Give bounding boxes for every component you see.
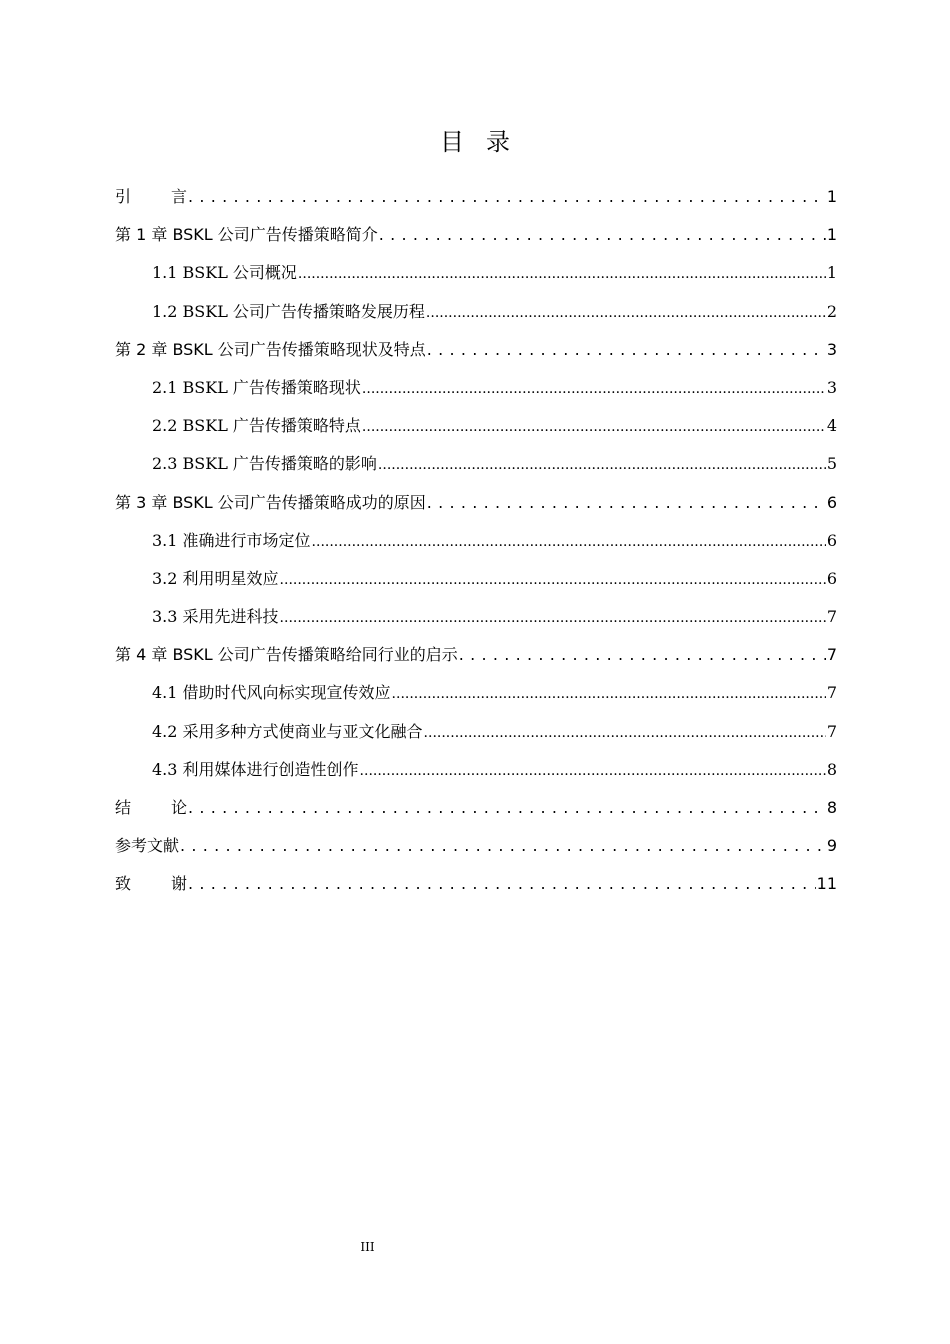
toc-entry[interactable] [115,369,837,407]
toc-entry-title: 1.1 BSKL 公司概况 [152,263,297,283]
toc-entry[interactable] [115,293,837,331]
toc-dot-leader [188,178,826,216]
toc-dot-leader [459,636,826,674]
toc-entry-title: 1.2 BSKL 公司广告传播策略发展历程 [152,301,425,321]
toc-entry[interactable] [115,865,837,903]
toc-entry-page-number: 6 [826,492,837,512]
toc-entry-page-number: 9 [826,836,837,856]
toc-dot-leader [280,598,826,637]
toc-entry-title: 引言 [115,187,188,206]
toc-entry[interactable] [115,331,837,369]
toc-entry-title: 4.1 借助时代风向标实现宣传效应 [152,683,391,703]
toc-dot-leader [312,522,826,561]
toc-dot-leader [280,560,826,599]
toc-entry-title: 3.1 准确进行市场定位 [152,530,311,550]
toc-entry-title: 第 2 章 BSKL 公司广告传播策略现状及特点 [115,339,426,359]
toc-entry-title: 第 3 章 BSKL 公司广告传播策略成功的原因 [115,492,426,512]
toc-dot-leader [427,484,826,522]
toc-entry[interactable] [115,560,837,598]
toc-entry-title: 4.2 采用多种方式使商业与亚文化融合 [152,721,423,741]
toc-entry-page-number: 3 [826,339,837,359]
page-title: 目录 [440,128,532,156]
toc-dot-leader [360,751,826,790]
toc-dot-leader [298,254,826,293]
table-of-contents [115,178,837,904]
toc-entry[interactable] [115,598,837,636]
toc-entry[interactable] [115,713,837,751]
toc-entry-page-number: 5 [826,454,837,474]
toc-entry-page-number: 8 [826,759,837,779]
toc-dot-leader [362,369,826,408]
toc-entry-page-number: 6 [826,568,837,588]
toc-entry[interactable] [115,216,837,254]
toc-entry-title: 第 1 章 BSKL 公司广告传播策略简介 [115,225,378,245]
toc-entry-page-number: 6 [826,530,837,550]
toc-entry[interactable] [115,254,837,292]
toc-entry-title: 第 4 章 BSKL 公司广告传播策略给同行业的启示 [115,645,458,665]
toc-entry-page-number: 4 [826,416,837,436]
toc-dot-leader [362,407,826,446]
toc-entry[interactable] [115,789,837,827]
toc-entry-page-number: 7 [826,683,837,703]
toc-entry-page-number: 7 [826,607,837,627]
toc-entry-page-number: 7 [826,645,837,665]
toc-entry-page-number: 1 [826,263,837,283]
toc-entry-page-number: 8 [826,798,837,817]
toc-dot-leader [379,216,826,254]
toc-entry[interactable] [115,407,837,445]
toc-entry-page-number: 1 [826,187,837,206]
toc-entry-title: 3.2 利用明星效应 [152,568,279,588]
toc-dot-leader [188,865,816,903]
toc-entry[interactable] [115,445,837,483]
toc-entry[interactable] [115,484,837,522]
toc-entry[interactable] [115,751,837,789]
toc-dot-leader [180,827,826,865]
toc-entry-page-number: 2 [826,301,837,321]
toc-dot-leader [188,789,826,827]
toc-dot-leader [424,713,826,752]
toc-dot-leader [427,331,826,369]
toc-dot-leader [426,293,826,332]
footer-page-number: III [360,1240,375,1254]
toc-entry-title: 2.2 BSKL 广告传播策略特点 [152,416,361,436]
toc-entry-title: 4.3 利用媒体进行创造性创作 [152,759,359,779]
toc-entry-title: 参考文献 [115,836,180,856]
toc-dot-leader [392,674,826,713]
toc-entry-title: 2.1 BSKL 广告传播策略现状 [152,377,361,397]
toc-entry-title: 3.3 采用先进科技 [152,607,279,627]
toc-entry-page-number: 3 [826,377,837,397]
toc-entry[interactable] [115,674,837,712]
toc-entry[interactable] [115,636,837,674]
toc-entry-title: 结论 [115,798,188,817]
toc-entry-title: 致谢 [115,874,188,894]
toc-entry[interactable] [115,827,837,865]
toc-entry[interactable] [115,522,837,560]
toc-entry-title: 2.3 BSKL 广告传播策略的影响 [152,454,377,474]
toc-dot-leader [378,445,826,484]
toc-entry-page-number: 7 [826,721,837,741]
toc-entry-page-number: 1 [826,225,837,245]
toc-entry[interactable] [115,178,837,216]
toc-entry-page-number: 11 [816,874,837,894]
